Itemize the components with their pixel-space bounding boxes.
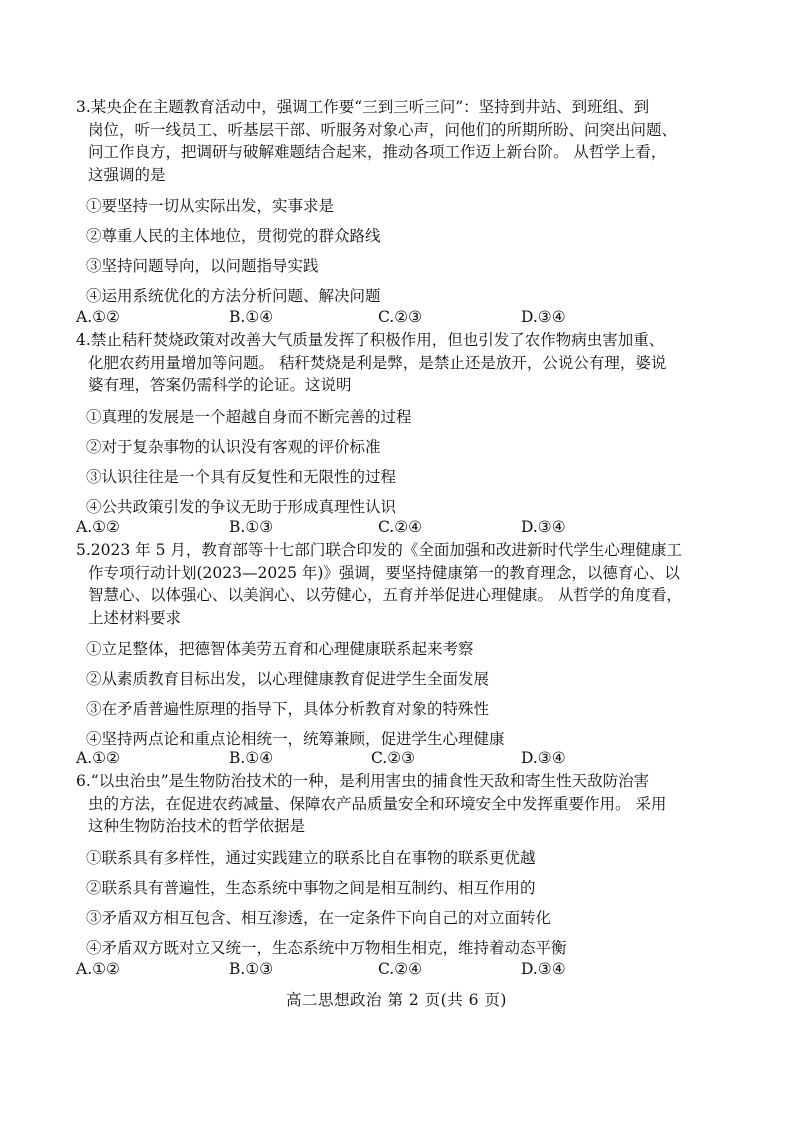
stem-line: 智慧心、以体强心、以美润心、以劳健心，五育并举促进心理健康。 从哲学的角度看， bbox=[88, 586, 682, 604]
choice-b: B.①③ bbox=[229, 960, 274, 978]
page-footer: 高二思想政治 第 2 页(共 6 页) bbox=[286, 991, 507, 1009]
option: ①真理的发展是一个超越自身而不断完善的过程 bbox=[86, 407, 412, 426]
choice-d: D.③④ bbox=[521, 308, 566, 326]
choice-a: A.①② bbox=[76, 749, 120, 767]
stem-line: 4.禁止秸秆焚烧政策对改善大气质量发挥了积极作用，但也引发了农作物病虫害加重、 bbox=[76, 331, 665, 349]
option: ②尊重人民的主体地位，贯彻党的群众路线 bbox=[86, 227, 381, 245]
choice-b: B.①④ bbox=[229, 749, 274, 767]
stem-line: 6.“以虫治虫”是生物防治技术的一种，是利用害虫的捕食性天敌和寄生性天敌防治害 bbox=[76, 772, 650, 790]
answer-choices bbox=[76, 749, 736, 769]
option: ③坚持问题导向，以问题指导实践 bbox=[86, 257, 319, 275]
option: ③在矛盾普遍性原理的指导下，具体分析教育对象的特殊性 bbox=[86, 700, 490, 718]
question-3 bbox=[76, 96, 736, 306]
stem-line: 这强调的是 bbox=[88, 165, 166, 184]
question-stem bbox=[76, 96, 736, 186]
stem-line: 这种生物防治技术的哲学依据是 bbox=[88, 817, 306, 835]
question-4 bbox=[76, 329, 736, 517]
question-stem bbox=[76, 329, 736, 397]
question-5 bbox=[76, 539, 736, 749]
choice-a: A.①② bbox=[76, 960, 120, 978]
choice-b: B.①④ bbox=[229, 308, 274, 326]
option: ④公共政策引发的争议无助于形成真理性认识 bbox=[86, 497, 397, 516]
option: ①联系具有多样性，通过实践建立的联系比自在事物的联系更优越 bbox=[86, 848, 536, 867]
choice-c: C.②④ bbox=[378, 960, 423, 978]
stem-line: 婆有理，答案仍需科学的论证。这说明 bbox=[88, 376, 352, 394]
option: ④运用系统优化的方法分析问题、解决问题 bbox=[86, 287, 381, 305]
choice-c: C.②③ bbox=[371, 749, 416, 767]
option: ②联系具有普遍性，生态系统中事物之间是相互制约、相互作用的 bbox=[86, 878, 536, 897]
stem-line: 作专项行动计划(2023—2025 年)》强调，要坚持健康第一的教育理念，以德育心、以 bbox=[88, 563, 680, 582]
choice-d: D.③④ bbox=[521, 749, 566, 767]
stem-line: 岗位，听一线员工、听基层干部、听服务对象心声，问他们的所期所盼、问突出问题、 bbox=[88, 120, 678, 139]
stem-line: 上述材料要求 bbox=[88, 608, 182, 627]
question-stem bbox=[76, 770, 736, 838]
answer-choices bbox=[76, 308, 736, 328]
stem-line: 5.2023 年 5 月，教育部等十七部门联合印发的《全面加强和改进新时代学生心理健康工 bbox=[76, 541, 682, 559]
stem-line: 问工作良方，把调研与破解难题结合起来，推动各项工作迈上新台阶。 从哲学上看， bbox=[88, 143, 667, 161]
choice-a: A.①② bbox=[76, 308, 120, 326]
choice-a: A.①② bbox=[76, 518, 120, 536]
choice-d: D.③④ bbox=[521, 518, 566, 536]
choice-c: C.②③ bbox=[378, 308, 423, 326]
question-6 bbox=[76, 770, 736, 958]
stem-line: 虫的方法，在促进农药减量、保障农产品质量安全和环境安全中发挥重要作用。 采用 bbox=[88, 794, 667, 813]
question-stem bbox=[76, 539, 736, 629]
choice-c: C.②④ bbox=[378, 518, 423, 536]
option: ①立足整体，把德智体美劳五育和心理健康联系起来考察 bbox=[86, 640, 474, 658]
choice-b: B.①③ bbox=[229, 518, 274, 536]
option: ③矛盾双方相互包含、相互渗透，在一定条件下向自己的对立面转化 bbox=[86, 908, 552, 927]
option: ④坚持两点论和重点论相统一，统筹兼顾，促进学生心理健康 bbox=[86, 730, 505, 748]
stem-line: 3.某央企在主题教育活动中，强调工作要“三到三听三问”：坚持到井站、到班组、到 bbox=[76, 98, 650, 116]
stem-line: 化肥农药用量增加等问题。 秸秆焚烧是利是弊，是禁止还是放开，公说公有理，婆说 bbox=[88, 353, 667, 372]
answer-choices bbox=[76, 518, 736, 538]
option: ③认识往往是一个具有反复性和无限性的过程 bbox=[86, 467, 397, 486]
option: ④矛盾双方既对立又统一，生态系统中万物相生相克，维持着动态平衡 bbox=[86, 938, 567, 957]
choice-d: D.③④ bbox=[521, 960, 566, 978]
answer-choices bbox=[76, 960, 736, 980]
option: ①要坚持一切从实际出发，实事求是 bbox=[86, 197, 335, 215]
option: ②对于复杂事物的认识没有客观的评价标准 bbox=[86, 437, 381, 456]
option: ②从素质教育目标出发，以心理健康教育促进学生全面发展 bbox=[86, 670, 490, 688]
